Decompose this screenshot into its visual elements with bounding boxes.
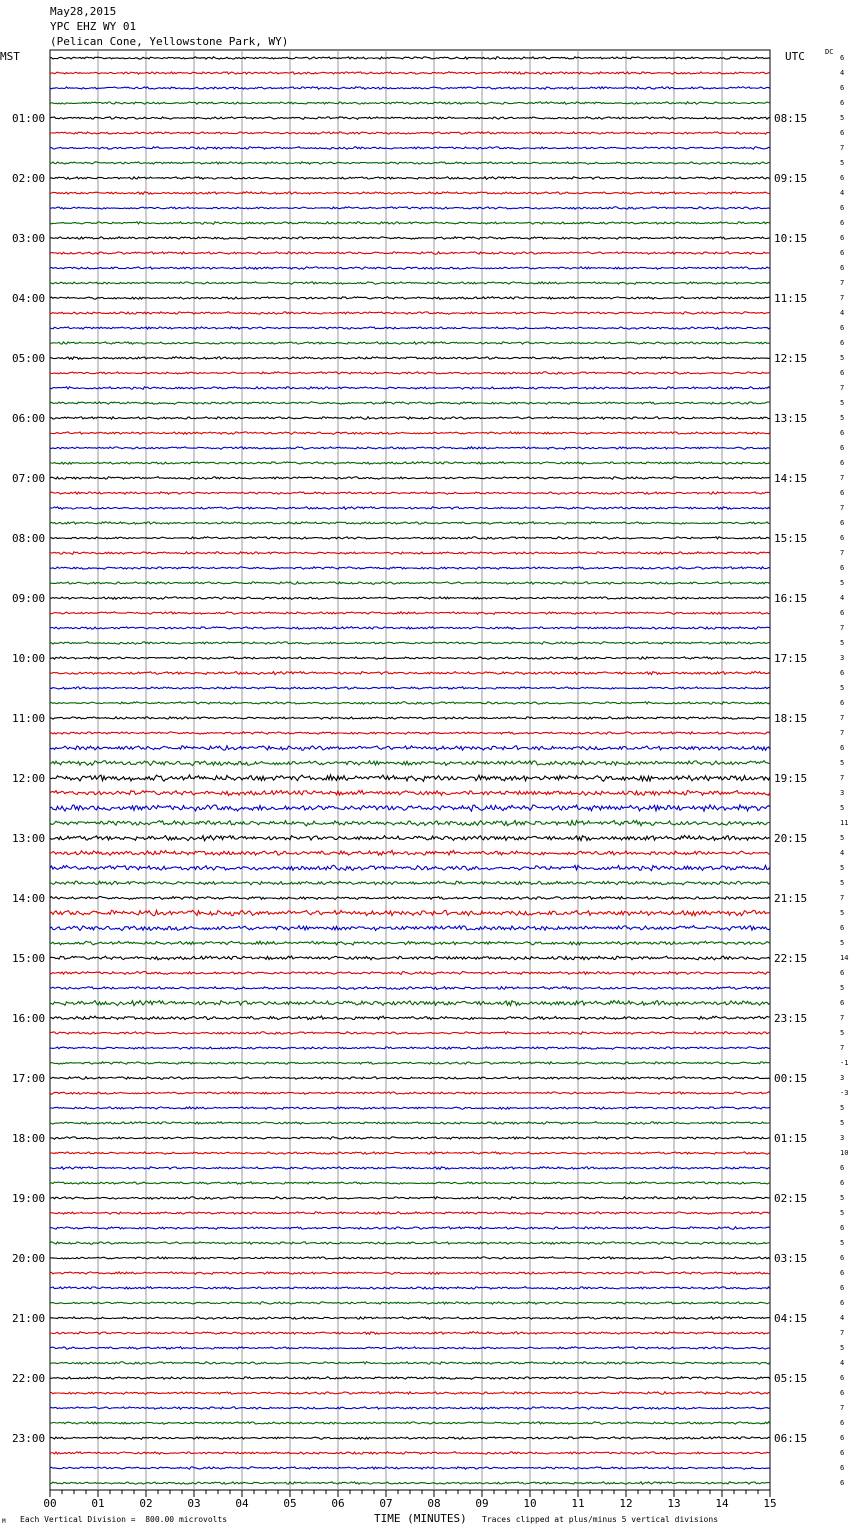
seismic-trace: [50, 567, 770, 570]
dc-offset-label: 6: [840, 1479, 845, 1487]
utc-hour-label: 22:15: [774, 952, 808, 965]
seismic-trace: [50, 1377, 770, 1380]
mst-hour-label: 22:00: [12, 1372, 46, 1385]
seismic-trace: [50, 972, 770, 975]
seismic-trace: [50, 222, 770, 225]
x-tick-label: 05: [283, 1497, 297, 1510]
dc-offset-label: 7: [840, 144, 845, 152]
dc-offset-label: 7: [840, 1329, 845, 1337]
seismic-trace: [50, 1407, 770, 1410]
dc-offset-label: 7: [840, 384, 845, 392]
utc-hour-label: 20:15: [774, 832, 808, 845]
dc-offset-label: 6: [840, 444, 845, 452]
dc-offset-label: 5: [840, 864, 845, 872]
plot-date: May28,2015: [50, 5, 117, 18]
mst-hour-label: 21:00: [12, 1312, 46, 1325]
dc-offset-label: 5: [840, 1209, 845, 1217]
utc-hour-label: 23:15: [774, 1012, 808, 1025]
dc-offset-label: 6: [840, 339, 845, 347]
seismic-trace: [50, 417, 770, 420]
dc-offset-label: 6: [840, 249, 845, 257]
dc-offset-label: 7: [840, 474, 845, 482]
mst-hour-label: 05:00: [12, 352, 46, 365]
seismic-trace: [50, 162, 770, 165]
seismic-trace: [50, 192, 770, 195]
seismic-trace: [50, 835, 770, 840]
dc-offset-label: 5: [840, 804, 845, 812]
seismic-trace: [50, 597, 770, 600]
mst-hour-label: 02:00: [12, 172, 46, 185]
seismic-trace: [50, 1242, 770, 1245]
seismic-trace: [50, 1452, 770, 1455]
dc-offset-label: 7: [840, 1014, 845, 1022]
seismic-trace: [50, 57, 770, 60]
seismic-trace: [50, 327, 770, 330]
dc-offset-label: 5: [840, 1104, 845, 1112]
utc-hour-label: 11:15: [774, 292, 808, 305]
dc-offset-label: 11: [840, 819, 849, 827]
left-axis-title: MST: [0, 50, 20, 63]
seismic-trace: [50, 297, 770, 300]
utc-hour-label: 05:15: [774, 1372, 808, 1385]
dc-offset-label: 4: [840, 69, 845, 77]
seismic-trace: [50, 1197, 770, 1200]
dc-offset-label: 6: [840, 534, 845, 542]
dc-offset-label: 6: [840, 744, 845, 752]
x-tick-label: 15: [763, 1497, 777, 1510]
dc-offset-label: 6: [840, 459, 845, 467]
mst-hour-label: 16:00: [12, 1012, 46, 1025]
mst-hour-label: 13:00: [12, 832, 46, 845]
seismic-trace: [50, 987, 770, 990]
dc-offset-label: 3: [840, 1134, 845, 1142]
seismic-trace: [50, 102, 770, 105]
dc-offset-label: 6: [840, 1464, 845, 1472]
dc-offset-label: -1: [840, 1059, 849, 1067]
seismic-trace: [50, 1272, 770, 1275]
seismic-trace: [50, 941, 770, 945]
seismic-trace: [50, 910, 770, 916]
dc-offset-label: 5: [840, 114, 845, 122]
dc-offset-label: 5: [840, 984, 845, 992]
dc-offset-label: -3: [840, 1089, 849, 1097]
seismic-trace: [50, 72, 770, 75]
seismic-trace: [50, 252, 770, 255]
mst-hour-label: 17:00: [12, 1072, 46, 1085]
dc-offset-label: 6: [840, 84, 845, 92]
dc-offset-label: 6: [840, 234, 845, 242]
dc-offset-label: 3: [840, 789, 845, 797]
seismic-trace: [50, 1482, 770, 1485]
x-axis-label: TIME (MINUTES): [374, 1512, 467, 1525]
dc-offset-label: 6: [840, 969, 845, 977]
seismic-trace: [50, 357, 770, 360]
utc-hour-label: 14:15: [774, 472, 808, 485]
seismic-trace: [50, 1077, 770, 1080]
dc-offset-label: 4: [840, 1359, 845, 1367]
utc-hour-label: 01:15: [774, 1132, 808, 1145]
seismic-trace: [50, 790, 770, 795]
dc-offset-label: 4: [840, 594, 845, 602]
x-tick-label: 01: [91, 1497, 105, 1510]
utc-hour-label: 17:15: [774, 652, 808, 665]
seismic-trace: [50, 627, 770, 630]
seismic-trace: [50, 1092, 770, 1095]
dc-offset-label: 5: [840, 579, 845, 587]
seismic-trace: [50, 267, 770, 270]
utc-hour-label: 08:15: [774, 112, 808, 125]
dc-offset-label: 4: [840, 849, 845, 857]
seismic-trace: [50, 507, 770, 510]
seismic-trace: [50, 926, 770, 931]
mst-hour-label: 08:00: [12, 532, 46, 545]
utc-hour-label: 10:15: [774, 232, 808, 245]
seismic-trace: [50, 761, 770, 766]
utc-hour-label: 09:15: [774, 172, 808, 185]
seismic-trace: [50, 147, 770, 150]
utc-hour-label: 02:15: [774, 1192, 808, 1205]
dc-offset-label: 6: [840, 99, 845, 107]
utc-hour-label: 13:15: [774, 412, 808, 425]
dc-offset-label: 5: [840, 879, 845, 887]
utc-hour-label: 04:15: [774, 1312, 808, 1325]
scale-note: Each Vertical Division = 800.00 microvolts: [20, 1515, 228, 1524]
station-code: YPC EHZ WY 01: [50, 20, 137, 33]
dc-offset-label: 5: [840, 759, 845, 767]
seismic-trace: [50, 1302, 770, 1304]
mst-hour-label: 14:00: [12, 892, 46, 905]
seismic-trace: [50, 1167, 770, 1170]
corner-mark: M: [2, 1518, 6, 1525]
seismic-trace: [50, 87, 770, 90]
seismic-trace: [50, 1317, 770, 1320]
seismic-trace: [50, 746, 770, 751]
dc-offset-label: 6: [840, 369, 845, 377]
dc-offset-label: 6: [840, 1224, 845, 1232]
dc-offset-label: 6: [840, 609, 845, 617]
x-tick-label: 11: [571, 1497, 585, 1510]
seismic-trace: [50, 687, 770, 689]
dc-offset-label: 7: [840, 504, 845, 512]
utc-hour-label: 03:15: [774, 1252, 808, 1265]
utc-hour-label: 18:15: [774, 712, 808, 725]
seismic-trace: [50, 552, 770, 555]
seismic-trace: [50, 775, 770, 781]
x-tick-label: 14: [715, 1497, 729, 1510]
seismic-trace: [50, 1287, 770, 1290]
dc-offset-label: 7: [840, 294, 845, 302]
seismic-trace: [50, 207, 770, 210]
seismic-trace: [50, 132, 770, 134]
seismic-trace: [50, 1257, 770, 1260]
utc-hour-label: 15:15: [774, 532, 808, 545]
dc-offset-label: 6: [840, 264, 845, 272]
dc-offset-label: 6: [840, 924, 845, 932]
dc-offset-label: 6: [840, 1179, 845, 1187]
dc-offset-label: 5: [840, 159, 845, 167]
dc-offset-label: 5: [840, 414, 845, 422]
x-tick-label: 04: [235, 1497, 249, 1510]
seismic-trace: [50, 1437, 770, 1440]
seismic-trace: [50, 1392, 770, 1395]
dc-offset-label: 5: [840, 639, 845, 647]
dc-offset-label: 7: [840, 279, 845, 287]
seismic-trace: [50, 432, 770, 435]
seismic-trace: [50, 702, 770, 705]
station-location: (Pelican Cone, Yellowstone Park, WY): [50, 35, 289, 48]
dc-offset-label: 6: [840, 1164, 845, 1172]
seismic-trace: [50, 1467, 770, 1470]
dc-offset-label: 6: [840, 1434, 845, 1442]
seismic-trace: [50, 850, 770, 855]
utc-hour-label: 21:15: [774, 892, 808, 905]
seismic-trace: [50, 342, 770, 345]
seismic-trace: [50, 282, 770, 285]
dc-offset-label: 7: [840, 894, 845, 902]
x-tick-label: 09: [475, 1497, 489, 1510]
seismic-trace: [50, 582, 770, 585]
dc-offset-label: 6: [840, 519, 845, 527]
seismic-trace: [50, 717, 770, 720]
mst-hour-label: 03:00: [12, 232, 46, 245]
dc-offset-label: 5: [840, 354, 845, 362]
utc-hour-label: 12:15: [774, 352, 808, 365]
dc-offset-label: 6: [840, 1374, 845, 1382]
clip-note: Traces clipped at plus/minus 5 vertical divisions: [482, 1515, 719, 1524]
seismic-trace: [50, 447, 770, 450]
dc-offset-label: 6: [840, 1419, 845, 1427]
seismic-trace: [50, 1047, 770, 1050]
dc-offset-label: 6: [840, 54, 845, 62]
x-tick-label: 13: [667, 1497, 681, 1510]
seismic-trace: [50, 1182, 770, 1184]
seismic-trace: [50, 1212, 770, 1215]
dc-offset-label: 6: [840, 324, 845, 332]
dc-offset-label: 6: [840, 129, 845, 137]
mst-hour-label: 07:00: [12, 472, 46, 485]
x-tick-label: 00: [43, 1497, 57, 1510]
mst-hour-label: 23:00: [12, 1432, 46, 1445]
seismic-trace: [50, 1332, 770, 1335]
dc-offset-label: 6: [840, 699, 845, 707]
x-tick-label: 08: [427, 1497, 441, 1510]
seismic-trace: [50, 1137, 770, 1139]
dc-offset-label: 3: [840, 1074, 845, 1082]
seismic-trace: [50, 821, 770, 826]
seismic-trace: [50, 732, 770, 735]
dc-offset-label: 6: [840, 1284, 845, 1292]
dc-offset-label: 4: [840, 1314, 845, 1322]
seismic-trace: [50, 177, 770, 180]
right-axis-title: UTC: [785, 50, 805, 63]
dc-offset-label: 7: [840, 1404, 845, 1412]
dc-offset-label: 7: [840, 549, 845, 557]
seismic-trace: [50, 1227, 770, 1230]
seismic-trace: [50, 642, 770, 645]
dc-offset-label: 6: [840, 174, 845, 182]
seismic-trace: [50, 462, 770, 465]
mst-hour-label: 11:00: [12, 712, 46, 725]
seismic-trace: [50, 881, 770, 885]
dc-offset-label: 6: [840, 1299, 845, 1307]
dc-offset-label: 7: [840, 624, 845, 632]
dc-offset-label: 5: [840, 1119, 845, 1127]
dc-offset-label: 5: [840, 834, 845, 842]
dc-offset-label: 5: [840, 909, 845, 917]
mst-hour-label: 12:00: [12, 772, 46, 785]
dc-offset-label: 6: [840, 1254, 845, 1262]
dc-offset-label: 6: [840, 489, 845, 497]
mst-hour-label: 10:00: [12, 652, 46, 665]
seismic-trace: [50, 956, 770, 960]
dc-offset-label: 7: [840, 774, 845, 782]
dc-offset-label: 6: [840, 1449, 845, 1457]
dc-offset-label: 5: [840, 1194, 845, 1202]
dc-offset-label: 7: [840, 1044, 845, 1052]
seismic-trace: [50, 805, 770, 811]
x-tick-label: 10: [523, 1497, 537, 1510]
dc-offset-label: 5: [840, 1344, 845, 1352]
seismic-trace: [50, 1107, 770, 1110]
mst-hour-label: 19:00: [12, 1192, 46, 1205]
dc-offset-label: 6: [840, 1269, 845, 1277]
dc-offset-label: 6: [840, 219, 845, 227]
seismic-trace: [50, 492, 770, 495]
dc-offset-label: 14: [840, 954, 849, 962]
seismic-trace: [50, 1362, 770, 1365]
mst-hour-label: 15:00: [12, 952, 46, 965]
dc-offset-label: 7: [840, 729, 845, 737]
mst-hour-label: 18:00: [12, 1132, 46, 1145]
seismic-trace: [50, 657, 770, 660]
dc-offset-label: 5: [840, 939, 845, 947]
mst-hour-label: 01:00: [12, 112, 46, 125]
seismic-trace: [50, 1000, 770, 1005]
seismic-trace: [50, 237, 770, 240]
seismic-trace: [50, 1016, 770, 1020]
seismic-trace: [50, 1122, 770, 1125]
seismic-trace: [50, 387, 770, 390]
dc-offset-label: 6: [840, 564, 845, 572]
utc-hour-label: 19:15: [774, 772, 808, 785]
seismic-trace: [50, 1062, 770, 1065]
x-tick-label: 02: [139, 1497, 153, 1510]
seismic-trace: [50, 117, 770, 120]
seismic-trace: [50, 372, 770, 375]
seismic-trace: [50, 897, 770, 900]
seismic-trace: [50, 522, 770, 524]
utc-hour-label: 00:15: [774, 1072, 808, 1085]
seismic-trace: [50, 402, 770, 405]
dc-offset-label: 6: [840, 1389, 845, 1397]
dc-offset-label: 10: [840, 1149, 849, 1157]
dc-title: DC: [825, 48, 834, 56]
dc-offset-label: 4: [840, 189, 845, 197]
dc-offset-label: 3: [840, 654, 845, 662]
mst-hour-label: 09:00: [12, 592, 46, 605]
dc-offset-label: 6: [840, 429, 845, 437]
dc-offset-label: 5: [840, 684, 845, 692]
utc-hour-label: 16:15: [774, 592, 808, 605]
seismic-trace: [50, 1032, 770, 1035]
seismic-trace: [50, 672, 770, 675]
dc-offset-label: 6: [840, 669, 845, 677]
x-tick-label: 07: [379, 1497, 393, 1510]
seismic-trace: [50, 477, 770, 480]
seismic-trace: [50, 537, 770, 540]
seismic-trace: [50, 865, 770, 870]
x-tick-label: 12: [619, 1497, 633, 1510]
seismic-trace: [50, 1347, 770, 1349]
x-tick-label: 03: [187, 1497, 201, 1510]
seismic-trace: [50, 1152, 770, 1155]
seismic-trace: [50, 612, 770, 615]
dc-offset-label: 5: [840, 1239, 845, 1247]
dc-offset-label: 5: [840, 1029, 845, 1037]
dc-offset-label: 4: [840, 309, 845, 317]
mst-hour-label: 20:00: [12, 1252, 46, 1265]
dc-offset-label: 6: [840, 204, 845, 212]
seismic-trace: [50, 1422, 770, 1425]
mst-hour-label: 04:00: [12, 292, 46, 305]
dc-offset-label: 7: [840, 714, 845, 722]
dc-offset-label: 6: [840, 999, 845, 1007]
mst-hour-label: 06:00: [12, 412, 46, 425]
seismic-trace: [50, 312, 770, 315]
x-tick-label: 06: [331, 1497, 345, 1510]
utc-hour-label: 06:15: [774, 1432, 808, 1445]
dc-offset-label: 5: [840, 399, 845, 407]
